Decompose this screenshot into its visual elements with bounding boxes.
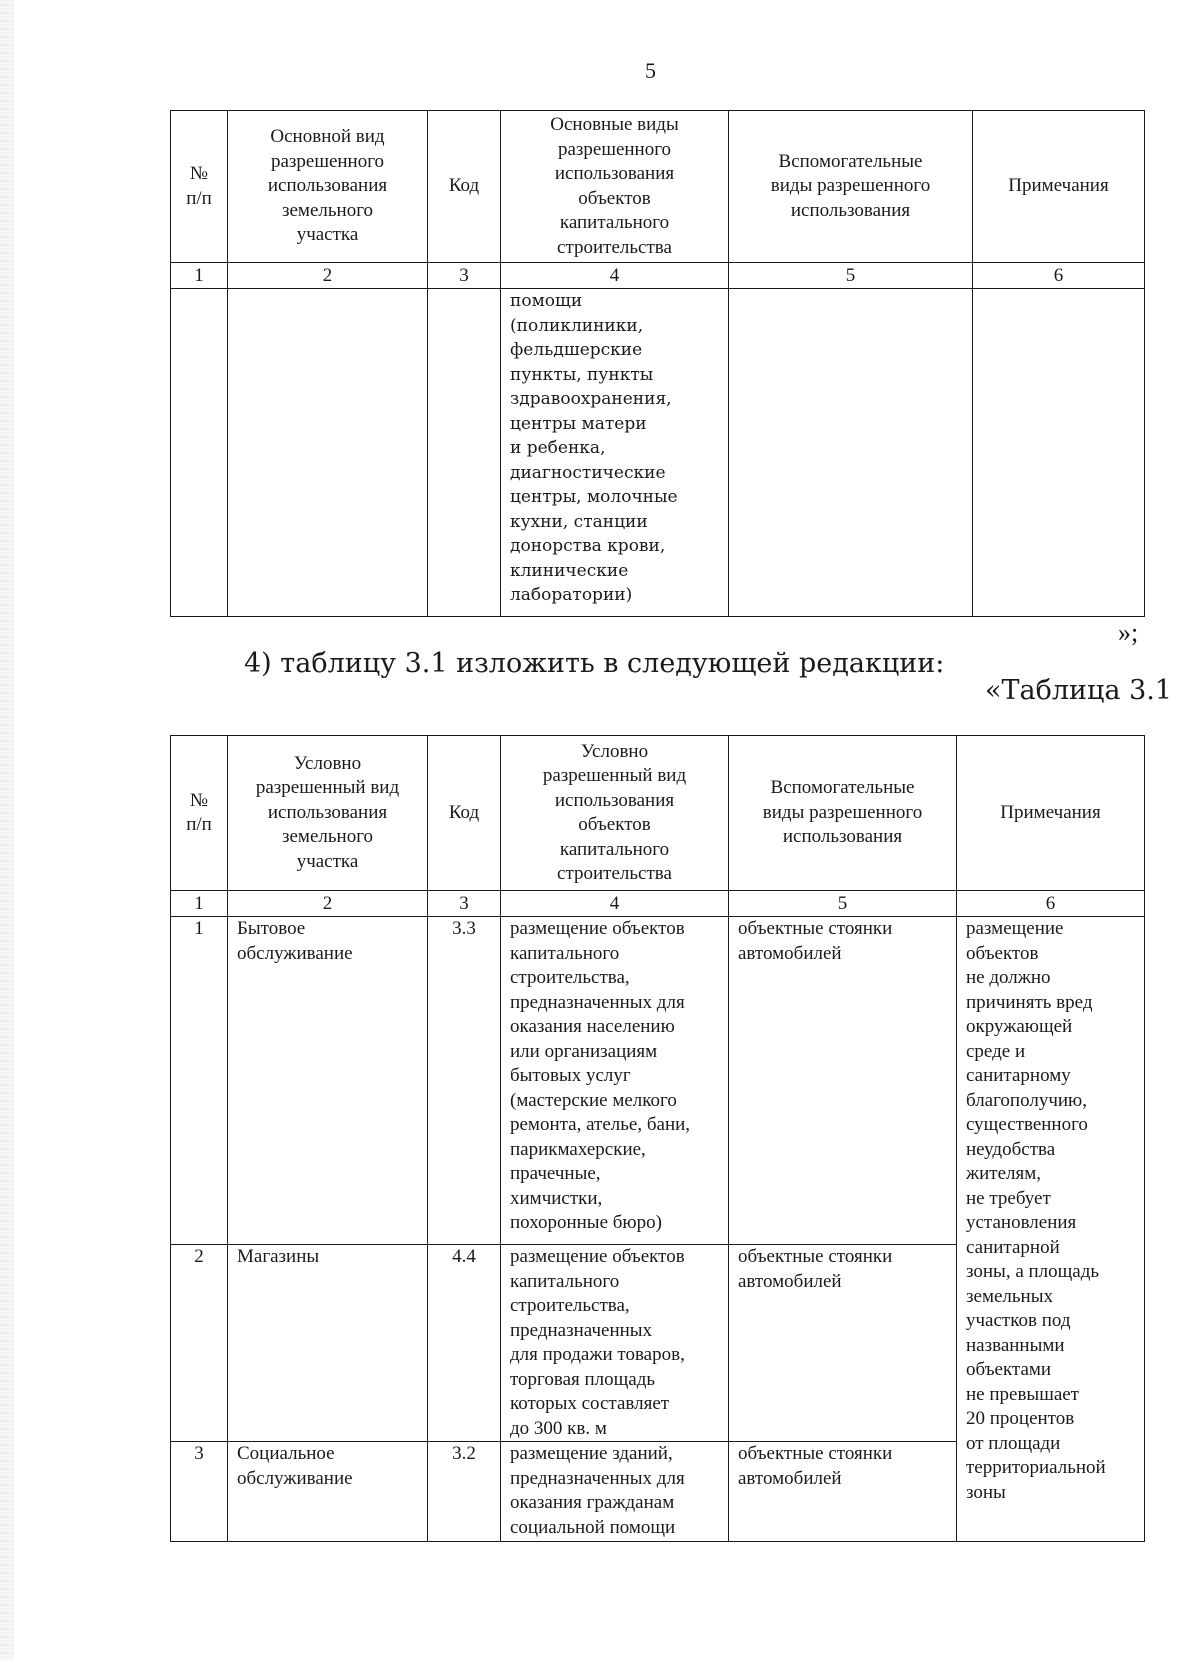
main-uses-table xyxy=(170,110,1145,617)
row-code: 4.4 xyxy=(428,1245,501,1442)
header-notes: Примечания xyxy=(957,736,1145,891)
closing-quote: »; xyxy=(1118,618,1139,647)
header-capital-objects: Основные виды разрешенного использования объектов капитального строительства xyxy=(501,111,729,263)
row-code: 3.2 xyxy=(428,1442,501,1542)
scan-edge-artifact xyxy=(0,0,14,1660)
page-number: 5 xyxy=(645,58,656,83)
row-use-name: Магазины xyxy=(228,1245,428,1442)
header-main-use: Основной вид разрешенного использования земельного участка xyxy=(228,111,428,263)
row-use-name: Бытовое обслуживание xyxy=(228,917,428,1245)
table-caption: «Таблица 3.1 xyxy=(985,675,1173,706)
row-auxiliary-uses: объектные стоянки автомобилей xyxy=(729,1245,957,1442)
table-row xyxy=(171,289,1145,617)
header-code: Код xyxy=(428,736,501,891)
row-auxiliary-uses xyxy=(729,289,973,617)
column-number: 6 xyxy=(973,263,1145,289)
column-number: 4 xyxy=(501,263,729,289)
column-number: 5 xyxy=(729,263,973,289)
row-num: 3 xyxy=(171,1442,228,1542)
header-capital-objects: Условно разрешенный вид использования объектов капитального строительства xyxy=(501,736,729,891)
row-use-name: Социальное обслуживание xyxy=(228,1442,428,1542)
row-num: 1 xyxy=(171,917,228,1245)
column-number-row xyxy=(171,263,1145,289)
instruction-text: 4) таблицу 3.1 изложить в следующей редакции: xyxy=(244,648,945,679)
column-number: 4 xyxy=(501,891,729,917)
row-code xyxy=(428,289,501,617)
column-number: 1 xyxy=(171,891,228,917)
header-code: Код xyxy=(428,111,501,263)
table-header-row xyxy=(171,736,1145,891)
column-number: 5 xyxy=(729,891,957,917)
header-num: № п/п xyxy=(171,736,228,891)
row-num: 2 xyxy=(171,1245,228,1442)
row-auxiliary-uses: объектные стоянки автомобилей xyxy=(729,1442,957,1542)
shared-notes-cell: размещение объектов не должно причинять вред окружающей среде и санитарному благополучию, существенного неудобства жителям, не требует установления санитарной зоны, а площадь земельных участков под названными объектами не превышает 20 процентов от площади территориальной зоны xyxy=(957,917,1145,1542)
row-use-name xyxy=(228,289,428,617)
row-num xyxy=(171,289,228,617)
column-number: 6 xyxy=(957,891,1145,917)
row-capital-objects: размещение зданий, предназначенных для оказания гражданам социальной помощи xyxy=(501,1442,729,1542)
column-number: 2 xyxy=(228,891,428,917)
row-notes xyxy=(973,289,1145,617)
conditional-uses-table xyxy=(170,735,1145,1542)
table-header-row xyxy=(171,111,1145,263)
column-number: 1 xyxy=(171,263,228,289)
header-auxiliary-uses: Вспомогательные виды разрешенного использования xyxy=(729,111,973,263)
row-capital-objects: помощи (поликлиники, фельдшерские пункты, пункты здравоохранения, центры матери и ребенка, диагностические центры, молочные кухни, станции донорства крови, клинические лаборатории) xyxy=(501,289,729,617)
column-number: 3 xyxy=(428,891,501,917)
row-auxiliary-uses: объектные стоянки автомобилей xyxy=(729,917,957,1245)
column-number: 3 xyxy=(428,263,501,289)
column-number: 2 xyxy=(228,263,428,289)
header-conditional-use: Условно разрешенный вид использования земельного участка xyxy=(228,736,428,891)
row-capital-objects: размещение объектов капитального строительства, предназначенных для оказания населению или организациям бытовых услуг (мастерские мелкого ремонта, ателье, бани, парикмахерские, прачечные, химчистки, похоронные бюро) xyxy=(501,917,729,1245)
header-num: № п/п xyxy=(171,111,228,263)
header-notes: Примечания xyxy=(973,111,1145,263)
row-code: 3.3 xyxy=(428,917,501,1245)
table-row xyxy=(171,917,1145,1245)
header-auxiliary-uses: Вспомогательные виды разрешенного использования xyxy=(729,736,957,891)
row-capital-objects: размещение объектов капитального строительства, предназначенных для продажи товаров, торговая площадь которых составляет до 300 кв. м xyxy=(501,1245,729,1442)
column-number-row xyxy=(171,891,1145,917)
